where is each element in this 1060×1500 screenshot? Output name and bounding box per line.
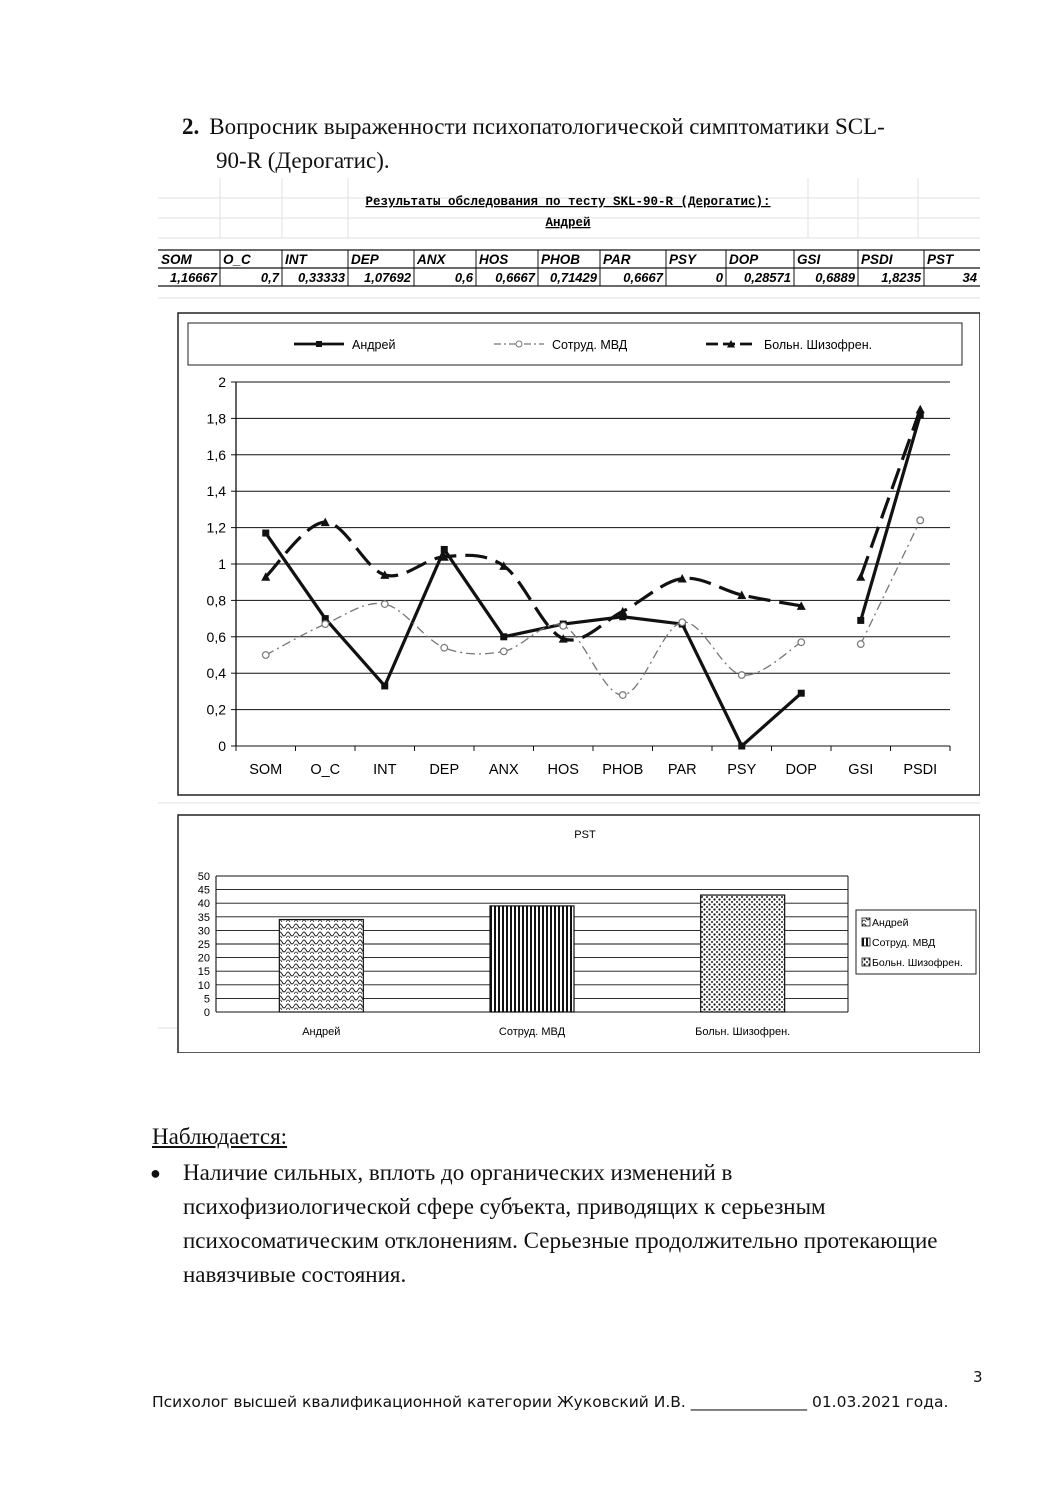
data-point	[262, 530, 269, 537]
x-tick-label: GSI	[848, 762, 874, 778]
legend-label: Сотруд. МВД	[552, 338, 628, 352]
table-value-cell: 0,6	[454, 270, 473, 285]
table-value-cell: 0,6667	[623, 270, 663, 285]
bar	[490, 906, 574, 1012]
y-tick-label: 0,6	[206, 628, 226, 645]
legend-marker	[516, 341, 522, 347]
bar-y-tick-label: 25	[197, 939, 210, 951]
x-tick-label: PHOB	[602, 762, 644, 778]
table-value-cell: 0,7	[260, 270, 279, 285]
bar-legend-label: Сотруд. МВД	[872, 937, 936, 949]
y-tick-label: 1,4	[206, 483, 226, 500]
x-tick-label: PSDI	[903, 762, 938, 778]
bar-y-tick-label: 50	[197, 871, 210, 883]
sheet-title: Результаты обследования по тесту SKL-90-R (Дерогатис):	[365, 195, 771, 209]
data-point	[560, 623, 567, 630]
footer-signature: Психолог высшей квалификационной категории Жуковский И.В. _______________ 01.03.2021 года.	[152, 1393, 949, 1411]
table-header-cell: INT	[285, 252, 307, 267]
x-tick-label: HOS	[547, 762, 579, 778]
table-header-cell: PAR	[603, 252, 631, 267]
bar	[701, 895, 785, 1012]
data-point	[679, 619, 686, 626]
bar-y-tick-label: 0	[203, 1007, 210, 1019]
y-tick-label: 1,6	[206, 446, 226, 463]
y-tick-label: 1,8	[206, 410, 226, 427]
data-point	[441, 644, 448, 651]
line-chart	[178, 313, 980, 795]
section-title-line2: 90-R (Дерогатис).	[216, 148, 390, 173]
data-point	[798, 690, 805, 697]
results-table	[158, 250, 980, 286]
y-tick-label: 0	[218, 738, 226, 754]
data-point	[381, 682, 388, 689]
bar-y-tick-label: 45	[197, 884, 210, 897]
x-tick-label: ANX	[488, 762, 519, 778]
section-number: 2.	[182, 114, 200, 139]
bar-y-tick-label: 10	[197, 979, 210, 992]
table-value-cell: 1,16667	[170, 270, 217, 285]
table-value-cell: 0	[715, 270, 723, 285]
data-point	[857, 641, 864, 648]
table-value-cell: 1,8235	[881, 270, 921, 285]
x-tick-label: PAR	[667, 762, 697, 778]
data-point	[322, 621, 329, 628]
bar-x-tick-label: Сотруд. МВД	[498, 1026, 566, 1038]
table-header-cell: GSI	[797, 252, 821, 267]
bar-legend-swatch	[862, 958, 870, 966]
bar-y-tick-label: 20	[197, 952, 210, 965]
table-header-cell: SOM	[161, 252, 192, 267]
bar-y-tick-label: 5	[203, 993, 210, 1006]
y-tick-label: 2	[218, 374, 226, 390]
x-tick-label: PSY	[727, 762, 757, 778]
data-point	[262, 652, 269, 659]
data-point	[798, 639, 805, 646]
data-point	[381, 601, 388, 608]
bar-y-tick-label: 40	[197, 898, 210, 911]
table-value-cell: 1,07692	[364, 270, 411, 285]
bar-x-tick-label: Андрей	[302, 1026, 341, 1038]
observed-label: Наблюдается:	[152, 1124, 288, 1149]
x-tick-label: SOM	[249, 762, 283, 778]
page-number: 3	[973, 1368, 983, 1386]
bar-legend-label: Больн. Шизофрен.	[872, 957, 963, 969]
table-value-cell: 0,6889	[815, 270, 855, 285]
section-title-line1: Вопросник выраженности психопатологической симптоматики SCL-	[209, 114, 885, 139]
bullet-icon: ●	[150, 1163, 161, 1183]
table-header-cell: DEP	[351, 252, 379, 267]
table-value-cell: 34	[962, 270, 977, 285]
y-tick-label: 0,8	[206, 592, 226, 609]
table-value-cell: 0,33333	[298, 270, 345, 285]
line-chart-frame	[178, 313, 980, 795]
table-header-cell: PHOB	[541, 252, 581, 267]
observation-text: Наличие сильных, вплоть до органических изменений в психофизиологической сфере субъекта, приводящих к серьезным психосоматическим отклонениям. Серьезные продолжительно протекающие навязчивые состояния.	[183, 1160, 938, 1287]
table-header-cell: HOS	[479, 252, 509, 267]
bar-legend-swatch	[862, 938, 870, 946]
y-tick-label: 1,2	[206, 519, 226, 536]
data-point	[500, 633, 507, 640]
data-point	[619, 692, 626, 699]
bar-legend-label: Андрей	[872, 917, 909, 929]
table-header-cell: PSDI	[861, 252, 893, 267]
table-value-cell: 0,71429	[550, 270, 597, 285]
sheet-subtitle: Андрей	[545, 216, 591, 230]
x-tick-label: DEP	[429, 762, 460, 778]
section-heading	[182, 110, 982, 173]
data-point	[441, 546, 448, 553]
table-header-cell: O_C	[223, 252, 251, 267]
spreadsheet-screenshot	[158, 178, 980, 1053]
y-tick-label: 1	[218, 556, 226, 572]
legend-label: Больн. Шизофрен.	[764, 338, 873, 352]
bar	[279, 920, 363, 1012]
table-header-cell: ANX	[417, 252, 446, 267]
data-point	[500, 648, 507, 655]
table-header-cell: DOP	[729, 252, 759, 267]
bar-y-tick-label: 35	[197, 911, 210, 924]
x-tick-label: DOP	[785, 762, 817, 778]
legend-marker	[316, 341, 322, 347]
bar-legend-swatch	[862, 918, 870, 926]
x-tick-label: INT	[373, 762, 397, 778]
bar-y-tick-label: 15	[197, 966, 210, 979]
table-value-cell: 0,28571	[744, 270, 791, 285]
y-tick-label: 0,4	[206, 665, 226, 682]
data-point	[917, 517, 924, 524]
y-tick-label: 0,2	[206, 701, 226, 718]
bar-y-tick-label: 30	[197, 925, 210, 938]
table-header-cell: PSY	[669, 252, 697, 267]
bar-chart	[178, 815, 980, 1053]
bar-chart-title: PST	[574, 829, 596, 841]
bar-x-tick-label: Больн. Шизофрен.	[695, 1026, 791, 1038]
data-point	[738, 672, 745, 679]
table-header-cell: PST	[927, 252, 954, 267]
data-point	[857, 617, 864, 624]
legend-label: Андрей	[352, 338, 396, 352]
data-point	[738, 743, 745, 750]
x-tick-label: O_C	[310, 762, 341, 778]
table-value-cell: 0,6667	[495, 270, 535, 285]
